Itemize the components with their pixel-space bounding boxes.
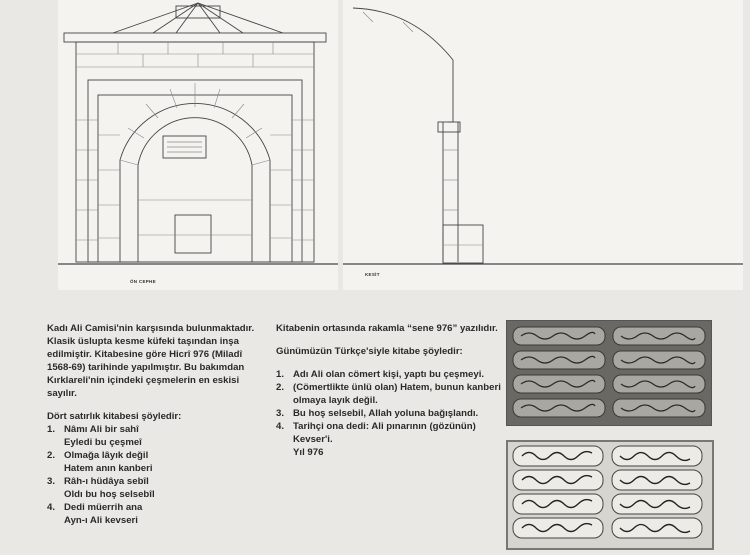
- section-drawing: [343, 0, 743, 290]
- inscription-heading: Dört satırlık kitabesi şöyledir:: [47, 411, 182, 422]
- translation-text: Tarihçi ona dedi: Ali pınarının (gözünün) Kevser'i.: [293, 421, 476, 445]
- verse-line: Nâmı Ali bir sahî: [64, 424, 139, 435]
- translation-text: (Cömertlikte ünlü olan) Hatem, bunun kanberi olmaya layık değil.: [293, 382, 501, 406]
- translation-item: [276, 368, 502, 381]
- verse-number: 2.: [47, 450, 56, 461]
- translation-item: [276, 381, 502, 407]
- verse-line: Olmağa lâyık değil: [64, 450, 149, 461]
- inscription-photo-svg: [507, 321, 711, 425]
- front-elevation-caption: ÖN CEPHE: [130, 279, 156, 284]
- verse-line: Ayn-ı Ali kevseri: [64, 515, 138, 526]
- verse-line: Dedi müerrih ana: [64, 502, 143, 513]
- translation-number: 4.: [276, 421, 285, 432]
- translation-number: 2.: [276, 382, 285, 393]
- inscription-drawing-svg: [508, 442, 708, 544]
- translation-text: Adı Ali olan cömert kişi, yaptı bu çeşmeyi.: [293, 369, 485, 380]
- text-column-middle: [276, 322, 502, 459]
- verse-line: Oldı bu hoş selsebîl: [64, 489, 155, 500]
- section-caption: KESİT: [365, 272, 380, 277]
- translation-item: [276, 420, 502, 446]
- verse-number: 3.: [47, 476, 56, 487]
- inscription-photo: [506, 320, 712, 426]
- text-column-left: [47, 322, 269, 527]
- front-elevation-drawing: [58, 0, 338, 290]
- translation-item: [276, 407, 502, 420]
- verse-line: Râh-ı hüdâya sebîl: [64, 476, 149, 487]
- inscription-drawing: [506, 440, 714, 550]
- verse-item: [47, 475, 269, 501]
- verse-number: 4.: [47, 502, 56, 513]
- inscription-date-note: Kitabenin ortasında rakamla “sene 976” yazılıdır.: [276, 323, 498, 334]
- year-text: Yıl 976: [293, 447, 324, 458]
- translation-number: 3.: [276, 408, 285, 419]
- section-svg: [343, 0, 743, 290]
- translation-number: 1.: [276, 369, 285, 380]
- year-line: [276, 446, 502, 459]
- verse-number: 1.: [47, 424, 56, 435]
- verse-item: [47, 423, 269, 449]
- verse-line: Hatem anın kanberi: [64, 463, 153, 474]
- verse-line: Eyledi bu çeşmeî: [64, 437, 142, 448]
- verse-item: [47, 449, 269, 475]
- intro-paragraph: Kadı Ali Camisi'nin karşısında bulunmaktadır. Klasik üslupta kesme küfeki taşından inşa edilmiştir. Kitabesine göre Hicrî 976 (Miladî 1568-69) tarihinde yapılmıştır. Bu bakımdan Kırklareli'nin içindeki çeşmelerin en eskisi sayılır.: [47, 323, 255, 399]
- translation-heading: Günümüzün Türkçe'siyle kitabe şöyledir:: [276, 346, 463, 357]
- verse-item: [47, 501, 269, 527]
- translation-text: Bu hoş selsebil, Allah yoluna bağışlandı.: [293, 408, 479, 419]
- front-elevation-svg: [58, 0, 338, 290]
